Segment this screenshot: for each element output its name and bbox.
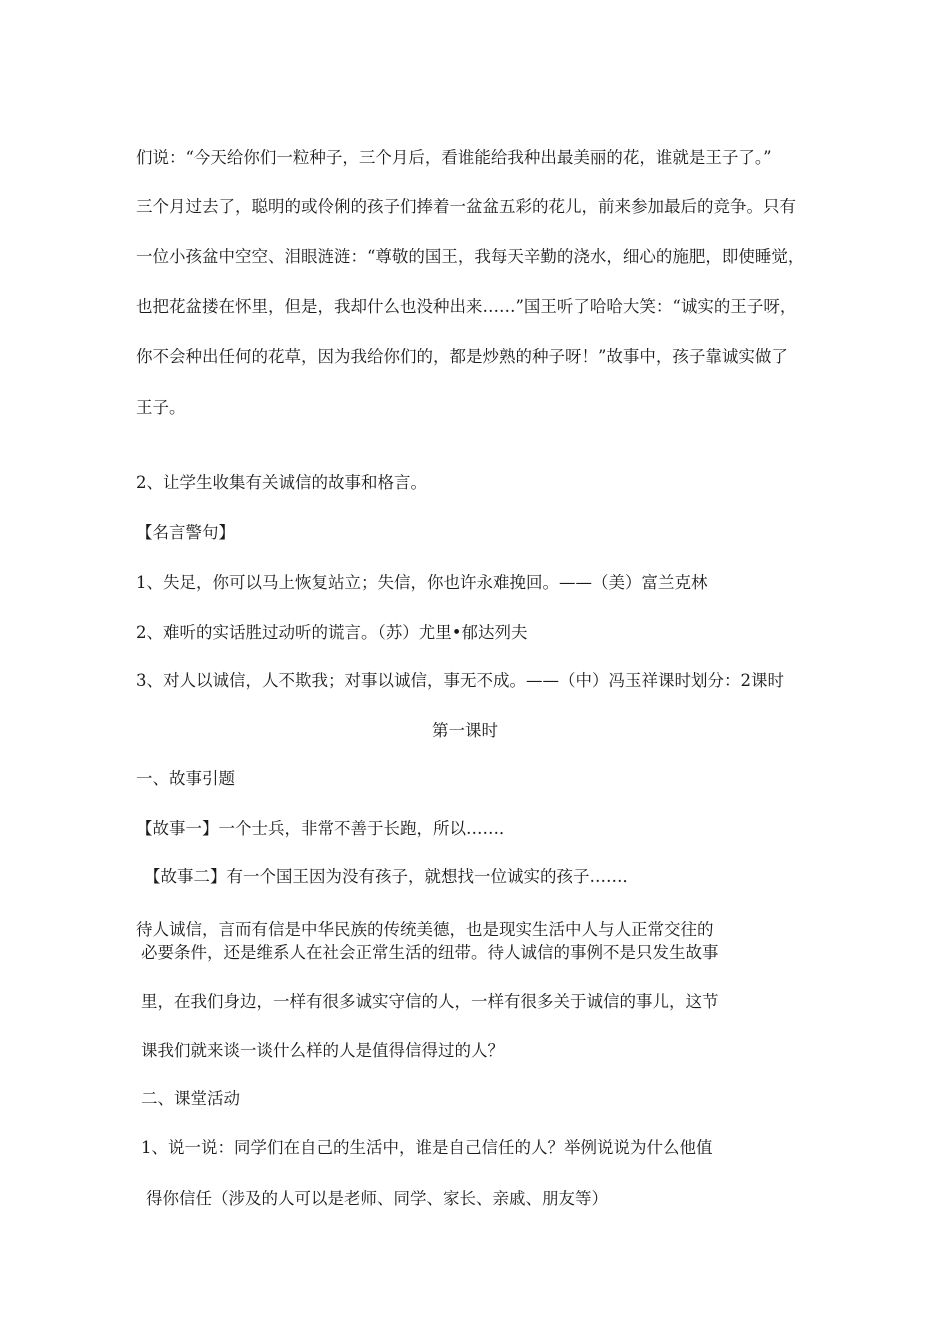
lesson-title: 第一课时 — [432, 721, 498, 740]
section-1-heading: 一、故事引题 — [136, 769, 235, 788]
activity-line: 1、说一说：同学们在自己的生活中，谁是自己信任的人？举例说说为什么他值 — [141, 1138, 713, 1157]
activity-line: 得你信任（涉及的人可以是老师、同学、家长、亲戚、朋友等） — [146, 1189, 608, 1208]
story-line: 们说：“今天给你们一粒种子，三个月后，看谁能给我种出最美丽的花，谁就是王子了。” — [136, 148, 772, 167]
story-two: 【故事二】有一个国王因为没有孩子，就想找一位诚实的孩子……． — [144, 867, 639, 886]
quote-item: 1、失足，你可以马上恢复站立；失信，你也许永难挽回。——（美）富兰克林 — [136, 573, 708, 592]
quotes-heading: 【名言警句】 — [136, 523, 235, 542]
intro-line: 里，在我们身边，一样有很多诚实守信的人，一样有很多关于诚信的事儿，这节 — [141, 992, 719, 1011]
story-line: 也把花盆搂在怀里，但是，我却什么也没种出来……”国王听了哈哈大笑：“诚实的王子呀， — [136, 297, 797, 316]
intro-line: 课我们就来谈一谈什么样的人是值得信得过的人？ — [141, 1041, 504, 1060]
intro-line: 待人诚信，言而有信是中华民族的传统美德，也是现实生活中人与人正常交往的 — [136, 920, 714, 939]
task-2: 2、让学生收集有关诚信的故事和格言。 — [136, 473, 427, 492]
story-line: 一位小孩盆中空空、泪眼涟涟：“尊敬的国王，我每天辛勤的浇水，细心的施肥，即使睡觉， — [136, 247, 805, 266]
story-line: 三个月过去了，聪明的或伶俐的孩子们捧着一盆盆五彩的花儿，前来参加最后的竞争。只有 — [136, 197, 796, 216]
story-one: 【故事一】一个士兵，非常不善于长跑，所以……． — [136, 819, 516, 838]
section-2-heading: 二、课堂活动 — [141, 1089, 240, 1108]
quote-item: 2、难听的实话胜过动听的谎言。（苏）尤里•郁达列夫 — [136, 623, 528, 642]
story-line: 王子。 — [136, 398, 186, 417]
story-line: 你不会种出任何的花草，因为我给你们的，都是炒熟的种子呀！”故事中，孩子靠诚实做了 — [136, 347, 788, 366]
quote-item: 3、对人以诚信，人不欺我；对事以诚信，事无不成。——（中）冯玉祥课时划分：2课时 — [136, 671, 784, 690]
intro-line: 必要条件，还是维系人在社会正常生活的纽带。待人诚信的事例不是只发生故事 — [141, 943, 719, 962]
